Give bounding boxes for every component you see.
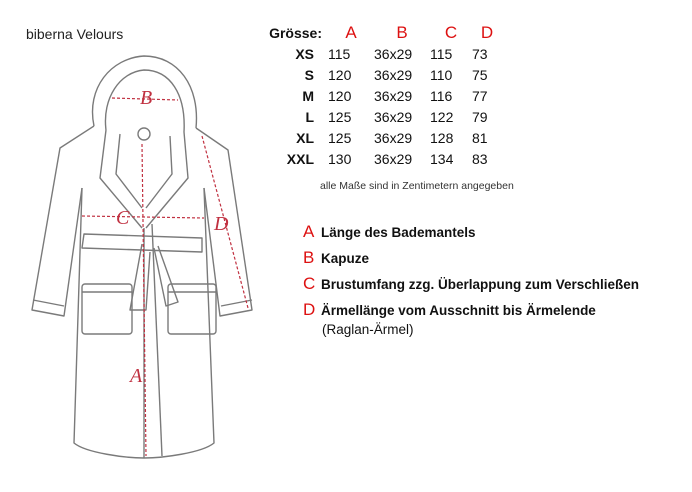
value-c: 115 bbox=[430, 45, 453, 62]
measurement-legend bbox=[303, 222, 639, 337]
column-b: B bbox=[396, 22, 408, 42]
value-a: 120 bbox=[328, 66, 352, 83]
value-a: 125 bbox=[328, 129, 352, 146]
body-left bbox=[74, 188, 144, 458]
bathrobe-diagram bbox=[16, 48, 266, 468]
size-cell: XXL bbox=[286, 150, 314, 167]
legend-subtext: (Raglan-Ärmel) bbox=[322, 322, 414, 337]
table-row bbox=[262, 106, 502, 127]
size-table bbox=[262, 22, 502, 169]
table-row bbox=[262, 127, 502, 148]
table-row bbox=[262, 148, 502, 169]
legend-text: Kapuze bbox=[321, 251, 370, 266]
value-a: 120 bbox=[328, 87, 352, 104]
value-c: 110 bbox=[430, 66, 453, 83]
size-cell: XL bbox=[296, 129, 314, 146]
belt bbox=[82, 234, 202, 252]
legend-letter: A bbox=[303, 222, 315, 241]
diagram-label-a: A bbox=[130, 365, 143, 387]
legend-letter: B bbox=[303, 248, 315, 267]
value-a: 115 bbox=[328, 45, 351, 62]
size-table-header bbox=[262, 22, 502, 43]
value-c: 116 bbox=[430, 87, 453, 104]
size-cell: XS bbox=[295, 45, 314, 62]
left-sleeve bbox=[32, 126, 94, 316]
column-d: D bbox=[480, 22, 494, 42]
diagram-label-b: B bbox=[140, 87, 153, 109]
value-d: 83 bbox=[472, 150, 488, 167]
size-cell: M bbox=[302, 87, 314, 104]
legend-letter: D bbox=[303, 300, 316, 319]
size-cell: S bbox=[304, 66, 314, 83]
brand-title: biberna Velours bbox=[26, 26, 124, 42]
legend-text: Ärmellänge vom Ausschnitt bis Ärmelende bbox=[321, 303, 596, 318]
value-b: 36x29 bbox=[374, 66, 413, 83]
column-c: C bbox=[444, 22, 458, 42]
size-header-label: Grösse: bbox=[269, 24, 322, 41]
legend-item-c bbox=[303, 274, 639, 300]
value-b: 36x29 bbox=[374, 87, 413, 104]
legend-item-b bbox=[303, 248, 639, 274]
value-b: 36x29 bbox=[374, 129, 413, 146]
table-row bbox=[262, 64, 502, 85]
value-d: 81 bbox=[472, 129, 488, 146]
value-d: 73 bbox=[472, 45, 488, 62]
legend-text: Länge des Bademantels bbox=[321, 225, 476, 240]
diagram-label-d: D bbox=[214, 213, 229, 235]
column-a: A bbox=[345, 22, 357, 42]
units-note: alle Maße sind in Zentimetern angegeben bbox=[320, 180, 514, 192]
value-c: 122 bbox=[430, 108, 454, 125]
value-d: 79 bbox=[472, 108, 488, 125]
value-a: 125 bbox=[328, 108, 352, 125]
value-b: 36x29 bbox=[374, 108, 413, 125]
value-a: 130 bbox=[328, 150, 352, 167]
legend-text: Brustumfang zzg. Überlappung zum Verschließen bbox=[321, 277, 640, 292]
value-b: 36x29 bbox=[374, 45, 413, 62]
value-b: 36x29 bbox=[374, 150, 413, 167]
table-row bbox=[262, 43, 502, 64]
body-right bbox=[144, 188, 214, 458]
legend-letter: C bbox=[303, 274, 316, 293]
legend-item-a bbox=[303, 222, 639, 248]
size-cell: L bbox=[305, 108, 314, 125]
value-d: 77 bbox=[472, 87, 488, 104]
value-c: 128 bbox=[430, 129, 454, 146]
diagram-label-c: C bbox=[116, 207, 130, 229]
table-row bbox=[262, 85, 502, 106]
value-d: 75 bbox=[472, 66, 488, 83]
value-c: 134 bbox=[430, 150, 454, 167]
